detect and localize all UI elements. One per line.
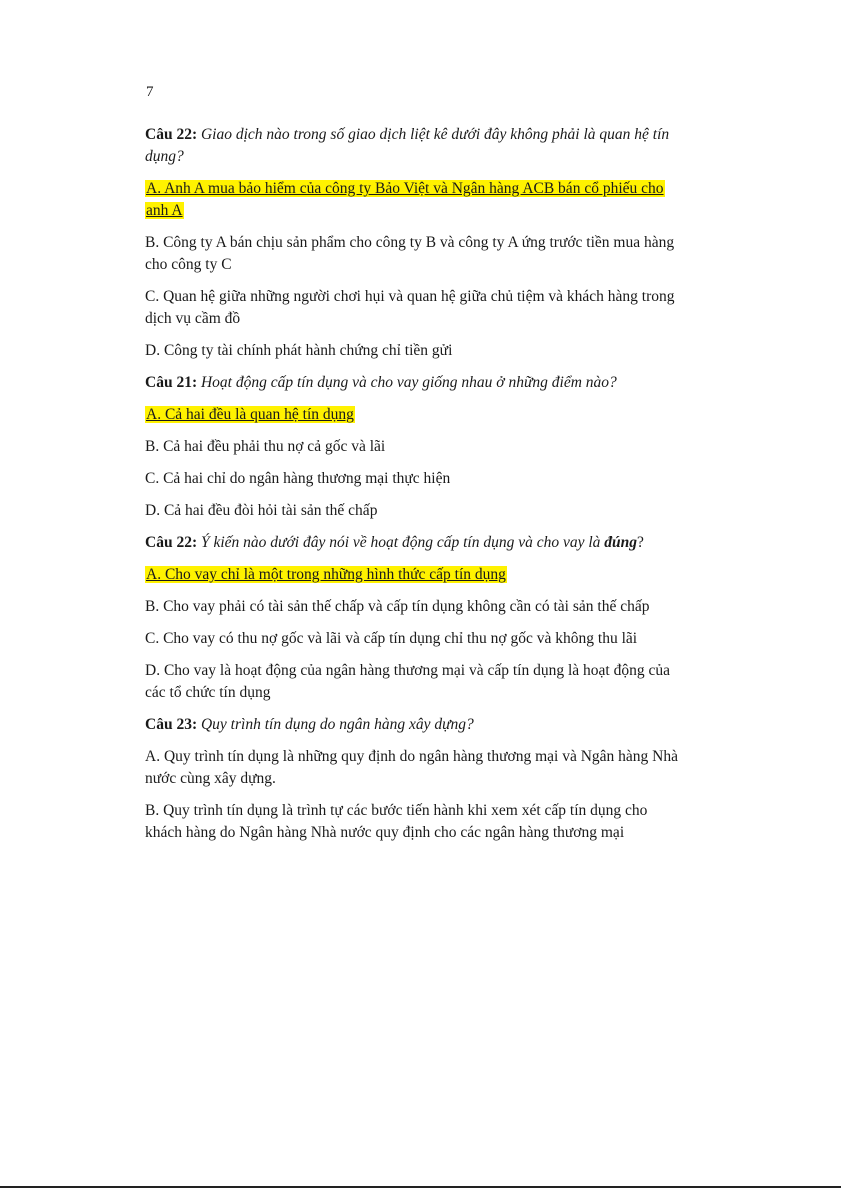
answer-option xyxy=(145,564,685,586)
question-label: Câu 22: xyxy=(145,534,198,551)
answer-option: B. Cho vay phải có tài sản thế chấp và cấp tín dụng không cần có tài sản thế chấp xyxy=(145,598,650,615)
answer-option: C. Cả hai chỉ do ngân hàng thương mại thực hiện xyxy=(145,470,451,487)
answer-option: A. Quy trình tín dụng là những quy định do ngân hàng thương mại và Ngân hàng Nhà nước cùng xây dựng. xyxy=(145,748,678,787)
answer-option xyxy=(145,404,685,426)
question-emphasis: đúng xyxy=(604,534,638,551)
question-text xyxy=(145,532,685,554)
question-prompt: Giao dịch nào trong số giao dịch liệt kê dưới đây không phải là quan hệ tín dụng? xyxy=(145,126,670,165)
question-text xyxy=(145,714,685,736)
question-block xyxy=(145,124,685,362)
answer-option: B. Công ty A bán chịu sản phẩm cho công ty B và công ty A ứng trước tiền mua hàng cho công ty C xyxy=(145,234,675,273)
answer-option: C. Cho vay có thu nợ gốc và lãi và cấp tín dụng chỉ thu nợ gốc và không thu lãi xyxy=(145,630,638,647)
answer-option: D. Cả hai đều đòi hỏi tài sản thế chấp xyxy=(145,502,378,519)
question-label: Câu 23: xyxy=(145,716,198,733)
answer-option: D. Cho vay là hoạt động của ngân hàng thương mại và cấp tín dụng là hoạt động của các tổ chức tín dụng xyxy=(145,662,670,701)
question-text xyxy=(145,124,685,168)
answer-option xyxy=(145,178,685,222)
question-text xyxy=(145,372,685,394)
question-block xyxy=(145,372,685,522)
question-block xyxy=(145,714,685,844)
highlighted-answer: A. Cho vay chỉ là một trong những hình thức cấp tín dụng xyxy=(146,566,506,583)
answer-option: D. Công ty tài chính phát hành chứng chỉ tiền gửi xyxy=(145,342,453,359)
question-end: ? xyxy=(637,534,644,551)
highlighted-answer: A. Cả hai đều là quan hệ tín dụng xyxy=(146,406,354,423)
page-bottom-rule xyxy=(0,1186,841,1188)
answer-option: B. Quy trình tín dụng là trình tự các bước tiến hành khi xem xét cấp tín dụng cho khách hàng do Ngân hàng Nhà nước quy định cho các ngân hàng thương mại xyxy=(145,802,648,841)
question-prompt: Quy trình tín dụng do ngân hàng xây dựng? xyxy=(200,716,474,733)
question-prompt: Hoạt động cấp tín dụng và cho vay giống nhau ở những điểm nào? xyxy=(200,374,617,391)
question-label: Câu 21: xyxy=(145,374,198,391)
highlighted-answer: A. Anh A mua bảo hiểm của công ty Bảo Việt và Ngân hàng ACB bán cổ phiếu cho anh A xyxy=(146,180,664,219)
question-block xyxy=(145,532,685,704)
answer-option: C. Quan hệ giữa những người chơi hụi và quan hệ giữa chủ tiệm và khách hàng trong dịch vụ cầm đồ xyxy=(145,288,675,327)
question-label: Câu 22: xyxy=(145,126,198,143)
question-prompt: Ý kiến nào dưới đây nói về hoạt động cấp tín dụng và cho vay là xyxy=(200,534,605,551)
document-body xyxy=(145,124,685,854)
page-number: 7 xyxy=(146,84,154,100)
answer-option: B. Cả hai đều phải thu nợ cả gốc và lãi xyxy=(145,438,386,455)
